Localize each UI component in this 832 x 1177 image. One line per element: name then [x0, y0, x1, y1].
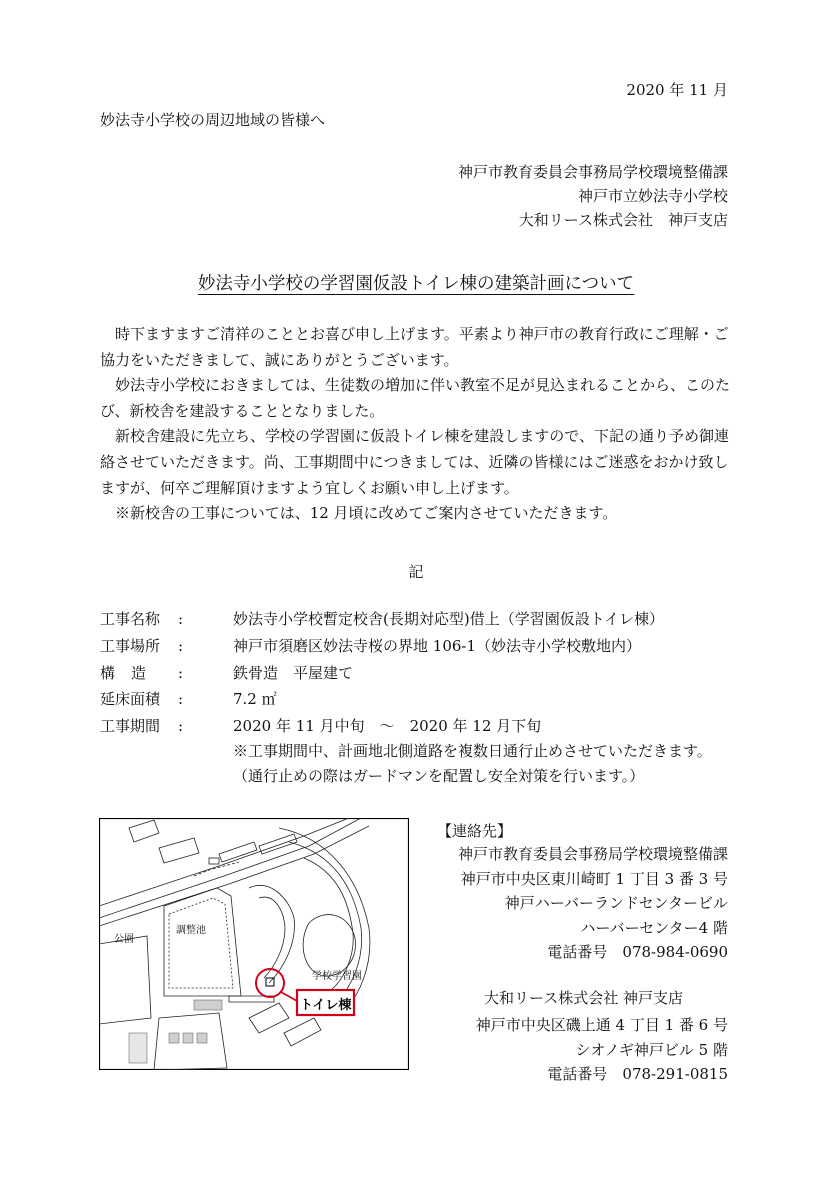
map-label-park: 公園 — [114, 934, 134, 945]
sender-list — [458, 160, 728, 232]
safety-note: （通行止めの際はガードマンを配置し安全対策を行います。） — [233, 767, 645, 785]
detail-row — [100, 609, 664, 629]
detail-colon: : — [178, 690, 184, 708]
closure-note: ※工事期間中、計画地北側道路を複数日通行止めさせていただきます。 — [233, 742, 712, 760]
body-text — [100, 322, 740, 527]
detail-label: 工事名称 — [100, 610, 161, 628]
detail-label: 延床面積 — [100, 690, 161, 708]
detail-colon: : — [178, 637, 184, 655]
contact-line: 神戸市中央区東川崎町 1 丁目 3 番 3 号 — [460, 869, 728, 888]
detail-colon: : — [178, 664, 184, 682]
contact-heading: 【連絡先】 — [437, 822, 513, 840]
addressee: 妙法寺小学校の周辺地域の皆様へ — [100, 111, 326, 129]
detail-colon: : — [178, 717, 184, 735]
detail-value: 鉄骨造 平屋建て — [233, 664, 354, 682]
contact-block-city — [458, 842, 728, 965]
detail-colon: : — [178, 610, 184, 628]
contact-line: 神戸市中央区磯上通 4 丁目 1 番 6 号 — [475, 1016, 728, 1034]
map-label-pond: 調整池 — [176, 925, 206, 936]
paragraph: ※新校舎の工事については、12 月頃に改めてご案内させていただきます。 — [115, 504, 618, 523]
detail-label: 工事場所 — [100, 637, 161, 655]
detail-row — [100, 636, 641, 656]
contact-phone: 電話番号 078-291-0815 — [547, 1065, 728, 1083]
contact-company: 大和リース株式会社 神戸支店 — [484, 989, 684, 1007]
contact-line: シオノギ神戸ビル 5 階 — [575, 1040, 728, 1059]
detail-label: 工事期間 — [100, 717, 161, 735]
contact-line: 神戸ハーバーランドセンタービル — [504, 894, 728, 912]
detail-row — [100, 689, 277, 709]
site-map — [99, 818, 409, 1070]
sender-line: 神戸市立妙法寺小学校 — [577, 187, 728, 205]
detail-value: 神戸市須磨区妙法寺桜の界地 106-1（妙法寺小学校敷地内） — [233, 637, 642, 655]
detail-value: 2020 年 11 月中旬 ～ 2020 年 12 月下旬 — [233, 717, 542, 735]
sender-line: 大和リース株式会社 神戸支店 — [518, 211, 728, 229]
detail-value: 妙法寺小学校暫定校舎(長期対応型)借上（学習園仮設トイレ棟） — [233, 610, 664, 628]
sender-line: 神戸市教育委員会事務局学校環境整備課 — [457, 163, 728, 181]
contact-line: ハーバーセンター4 階 — [580, 918, 728, 937]
contact-line: 神戸市教育委員会事務局学校環境整備課 — [457, 845, 728, 863]
detail-row — [100, 663, 353, 683]
document-title: 妙法寺小学校の学習園仮設トイレ棟の建築計画について — [197, 274, 635, 294]
contact-block-company — [476, 1013, 728, 1087]
paragraph: 妙法寺小学校におきましては、生徒数の増加に伴い教室不足が見込まれることから、このたび、新校舎を建設することとなりました。 — [100, 376, 731, 420]
map-label-garden: 学校学習園 — [312, 971, 362, 982]
issue-date: 2020 年 11 月 — [626, 81, 728, 99]
map-label-toilet: トイレ棟 — [300, 998, 352, 1013]
paragraph: 時下ますますご清祥のこととお喜び申し上げます。平素より神戸市の教育行政にご理解・ご協力をいただきまして、誠にありがとうございます。 — [100, 325, 729, 369]
ki-heading: 記 — [408, 563, 424, 581]
contact-phone: 電話番号 078-984-0690 — [547, 943, 728, 961]
detail-row — [100, 716, 541, 736]
detail-label: 構造 — [100, 664, 163, 682]
paragraph: 新校舎建設に先立ち、学校の学習園に仮設トイレ棟を建設しますので、下記の通り予め御連絡させていただきます。尚、工事期間中につきましては、近隣の皆様にはご迷惑をおかけ致しますが、何卒ご理解頂けますよう宜しくお願い申し上げます。 — [100, 427, 729, 497]
detail-value: 7.2 ㎡ — [233, 690, 277, 708]
